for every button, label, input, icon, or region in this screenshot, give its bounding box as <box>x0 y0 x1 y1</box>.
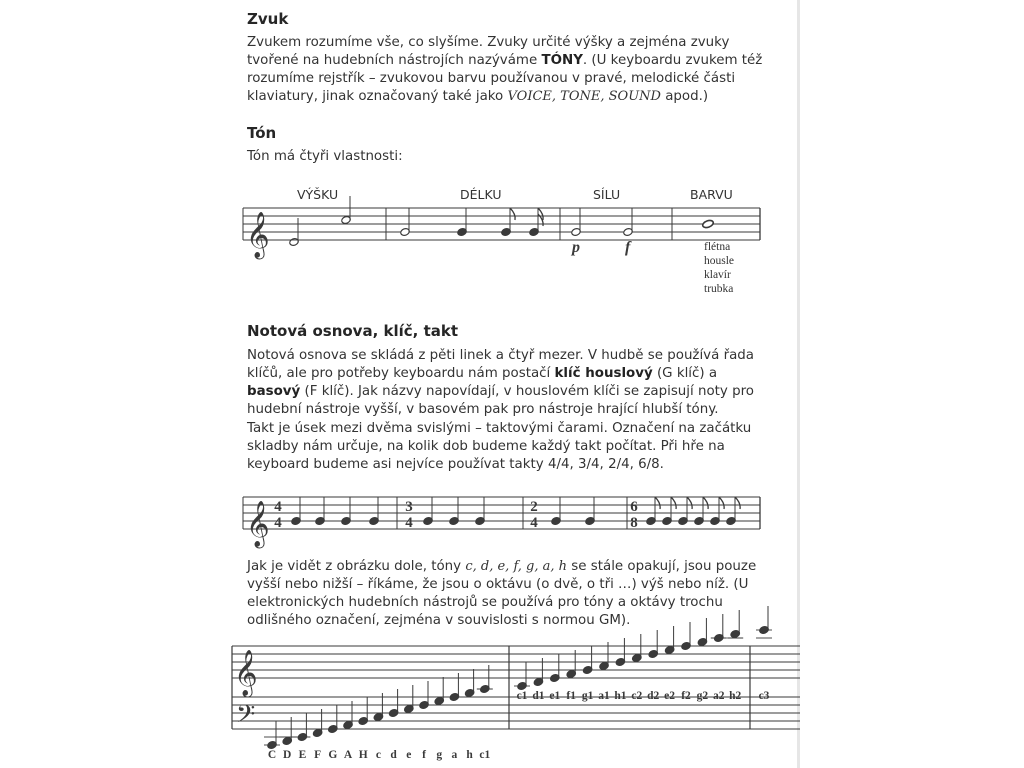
bass-note-label: F <box>314 749 322 761</box>
bass-note-label: c1 <box>479 749 491 761</box>
property-label-vysku: VÝŠKU <box>297 187 339 202</box>
staff-time-signatures <box>243 497 760 549</box>
treble-note-label: h1 <box>614 690 627 702</box>
note-flag <box>671 497 676 509</box>
treble-note-label: e1 <box>549 690 561 702</box>
treble-note-label: f1 <box>566 690 576 702</box>
zvuk-bold-tony: TÓNY <box>541 53 583 68</box>
treble-note-label: h2 <box>729 690 742 702</box>
bass-note-label: c <box>375 749 381 761</box>
bass-note-label: f <box>422 749 426 761</box>
bass-note-label: a <box>451 749 458 761</box>
treble-note-label: c2 <box>631 690 643 702</box>
osnova-text-2: (G klíč) a <box>652 366 718 381</box>
osnova-text-3: (F klíč). Jak názvy napovídají, v houslovém klíči se zapisují noty pro hudební nástroje vyšší, v basovém pak pro nástroje hrající hlubší tóny. <box>247 384 755 417</box>
treble-clef: 𝄞 <box>246 212 270 257</box>
osnova-bold-housle: klíč houslový <box>554 366 653 381</box>
zvuk-text-1: Zvukem rozumíme vše, co slyšíme. Zvuky určité výšky a zejména zvuky tvořené na hudebních nástrojích nazýváme <box>247 35 730 68</box>
note-flag <box>655 497 660 509</box>
heading-zvuk: Zvuk <box>247 10 289 28</box>
zvuk-text-2: . (U keyboardu zvukem též rozumíme rejstřík – zvukovou barvu používanou v pravé, melodické části klaviatury, jinak označovaný také jako <box>247 53 763 104</box>
note-flag <box>703 497 708 509</box>
instrument-trubka: trubka <box>704 283 734 295</box>
property-label-delku: DÉLKU <box>460 187 502 202</box>
time-signature-bottom: 4 <box>530 515 538 531</box>
staff-properties <box>243 196 760 260</box>
octaves-text-2: se stále opakují, jsou pouze vyšší nebo nižší – říkáme, že jsou o oktávu (o dvě, o tři …) výš nebo níž. (U elektronických hudebních nástrojů se používá pro tóny a oktávy trochu odlišného označení, zejména v souvislosti s normou GM). <box>247 559 757 628</box>
treble-clef: 𝄞 <box>234 650 258 695</box>
instrument-klavir: klavír <box>704 269 731 281</box>
octaves-notes-italic: c, d, e, f, g, a, h <box>465 559 568 574</box>
time-signature-top: 4 <box>274 499 282 515</box>
instrument-fletna: flétna <box>704 241 731 253</box>
treble-note-label: d2 <box>647 690 660 702</box>
time-signature-bottom: 8 <box>630 515 638 531</box>
dynamic-forte: f <box>625 239 631 256</box>
treble-note-label: a1 <box>598 690 610 702</box>
time-signature-top: 3 <box>405 499 413 515</box>
time-signature-bottom: 4 <box>405 515 413 531</box>
time-signature-bottom: 4 <box>274 515 282 531</box>
treble-note-label: c3 <box>758 690 770 702</box>
treble-note-label: e2 <box>664 690 676 702</box>
note-flag <box>687 497 692 509</box>
bass-note-label: G <box>328 749 338 761</box>
treble-note-label: f2 <box>681 690 691 702</box>
ton-intro: Tón má čtyři vlastnosti: <box>247 149 403 164</box>
time-signature-top: 6 <box>630 499 638 515</box>
treble-clef: 𝄞 <box>246 501 270 546</box>
dynamic-piano: p <box>572 239 580 256</box>
bass-clef: 𝄢 <box>236 701 256 734</box>
note-flag <box>510 208 515 220</box>
grand-staff-octaves <box>232 606 800 761</box>
property-label-barvu: BARVU <box>690 187 733 202</box>
zvuk-italic: VOICE, TONE, SOUND <box>507 89 661 104</box>
bass-note-label: g <box>436 749 443 761</box>
treble-note-label: d1 <box>532 690 545 702</box>
bass-note-label: H <box>358 749 368 761</box>
bass-note-label: h <box>466 749 473 761</box>
osnova-text-1: Notová osnova se skládá z pěti linek a čtyř mezer. V hudbě se používá řada klíčů, ale pro potřeby keyboardu nám postačí <box>247 348 754 381</box>
bass-note-label: e <box>406 749 412 761</box>
treble-note-label: g1 <box>581 690 594 702</box>
note-flag <box>735 497 740 509</box>
treble-note-label: a2 <box>713 690 725 702</box>
bass-note-label: E <box>298 749 307 761</box>
heading-ton: Tón <box>247 124 277 142</box>
treble-note-label: c1 <box>516 690 528 702</box>
treble-note-label: g2 <box>696 690 709 702</box>
bass-note-label: C <box>267 749 277 761</box>
note-flag <box>719 497 724 509</box>
heading-osnova: Notová osnova, klíč, takt <box>247 322 459 340</box>
property-label-silu: SÍLU <box>593 187 621 202</box>
osnova-bold-basovy: basový <box>247 384 301 399</box>
paragraph-osnova-2: Takt je úsek mezi dvěma svislými – taktovými čarami. Označení na začátku skladby nám určuje, na kolik dob budeme každý takt počítat. Při hře na keyboard budeme asi nejvíce používat takty 4/4, 3/4, 2/4, 6/8. <box>247 421 752 472</box>
zvuk-text-3: apod.) <box>660 89 709 104</box>
octaves-text-1: Jak je vidět z obrázku dole, tóny <box>247 559 466 574</box>
instrument-housle: housle <box>704 255 735 267</box>
time-signature-top: 2 <box>530 499 538 515</box>
note-timbre <box>702 219 715 229</box>
bass-note-label: D <box>283 749 292 761</box>
bass-note-label: d <box>390 749 397 761</box>
bass-note-label: A <box>343 749 353 761</box>
